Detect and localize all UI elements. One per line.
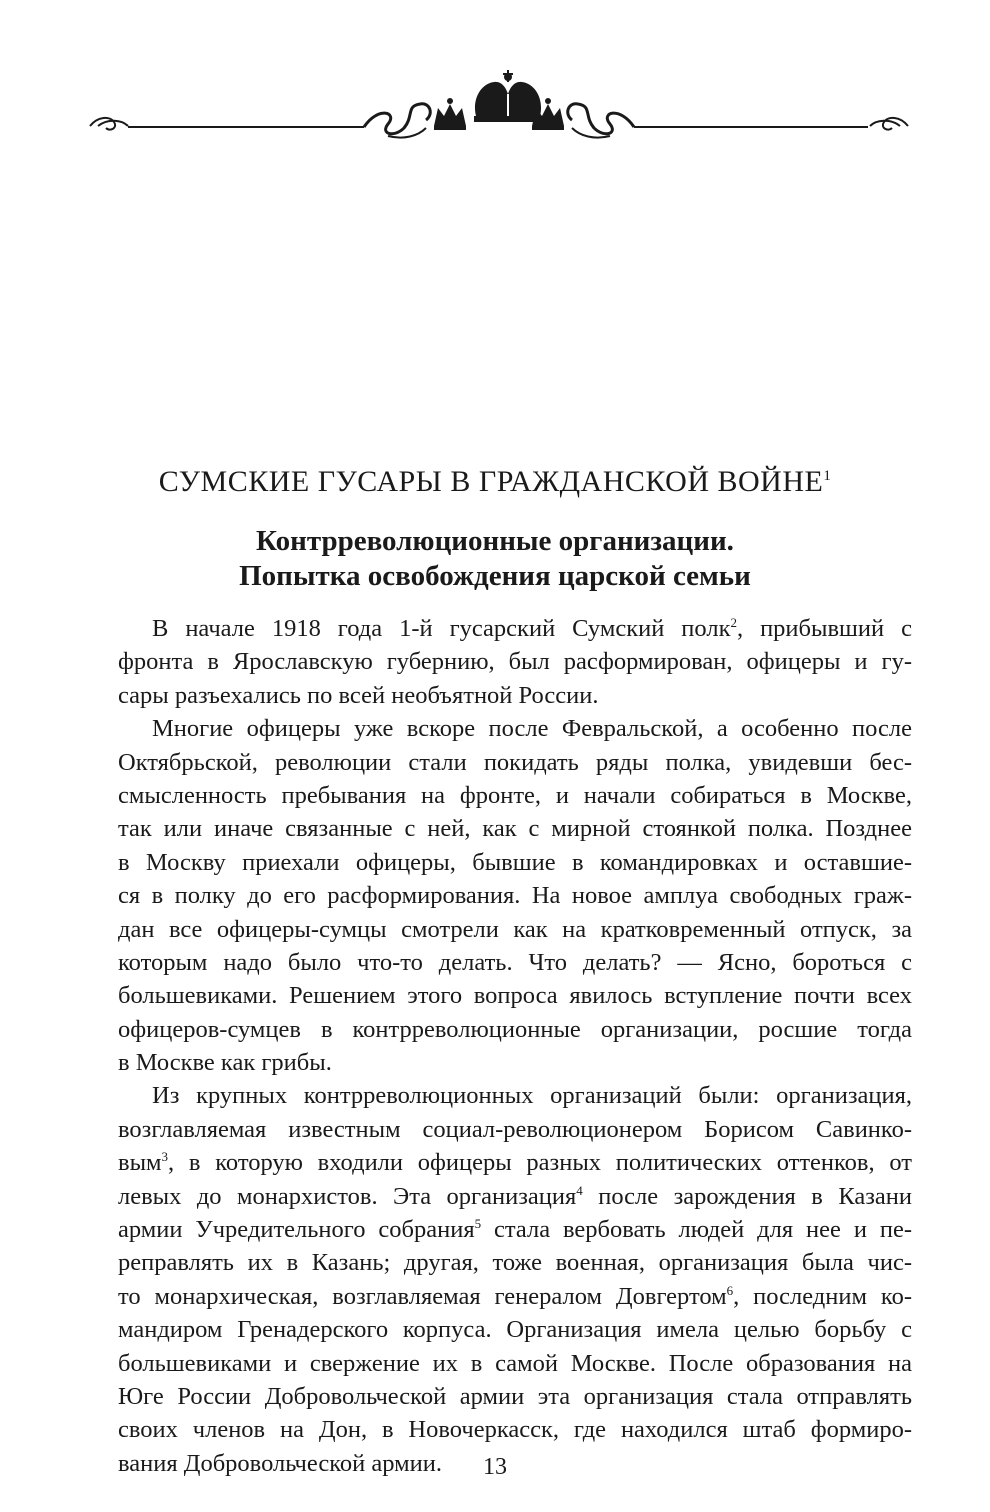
text-line <box>118 1280 912 1313</box>
chapter-title-text: СУМСКИЕ ГУСАРЫ В ГРАЖДАНСКОЙ ВОЙНЕ <box>158 465 824 498</box>
text-line: большевиками. Решением этого вопроса явилось вступление почти всех <box>118 982 912 1010</box>
text-line: Юге России Добровольческой армии эта организация стала отправлять <box>118 1382 912 1410</box>
section-title <box>0 524 990 594</box>
text-line: большевиками и свержение их в самой Москве. После образования на <box>118 1349 912 1377</box>
text-line: смысленность пребывания на фронте, и начали собираться в Москве, <box>118 781 912 809</box>
text-line: дан все офицеры-сумцы смотрели как на кратковременный отпуск, за <box>118 915 912 943</box>
footnote-mark: 4 <box>576 1182 583 1198</box>
text-line <box>118 1213 912 1246</box>
section-title-line: Контрреволюционные организации. <box>256 525 734 557</box>
text-line <box>118 612 912 645</box>
page-number: 13 <box>483 1454 507 1480</box>
text-line: в Москву приехали офицеры, бывшие в командировках и оставшие- <box>118 848 912 876</box>
footnote-mark: 5 <box>474 1215 482 1231</box>
chapter-title <box>0 462 990 502</box>
text-line: возглавляемая известным социал-революционером Борисом Савинко- <box>118 1115 912 1143</box>
crowns-and-ribbons-ornament <box>88 66 910 146</box>
text-segment: армии Учредительного собрания <box>118 1216 475 1244</box>
text-line: Октябрьской, революции стали покидать ряды полка, увидевши бес- <box>118 748 912 776</box>
footnote-mark: 1 <box>823 468 832 484</box>
text-line: ся в полку до его расформирования. На новое амплуа свободных граж- <box>118 882 912 910</box>
footnote-mark: 2 <box>730 614 737 630</box>
body-text <box>118 612 912 1480</box>
text-line <box>118 1146 912 1179</box>
text-line: которым надо было что-то делать. Что делать? — Ясно, бороться с <box>118 948 912 976</box>
text-line: своих членов на Дон, в Новочеркасск, где находился штаб формиро- <box>118 1416 912 1444</box>
text-segment: после зарождения в Казани <box>582 1182 912 1210</box>
text-line: реправлять их в Казань; другая, тоже военная, организация была чис- <box>118 1249 912 1277</box>
footnote-mark: 6 <box>726 1282 734 1298</box>
footnote-mark: 3 <box>161 1149 169 1165</box>
text-line <box>118 1180 912 1213</box>
text-segment: , последним ко- <box>733 1282 912 1310</box>
text-line: фронта в Ярославскую губернию, был расформирован, офицеры и гу- <box>118 648 912 676</box>
section-title-line: Попытка освобождения царской семьи <box>239 560 751 592</box>
text-segment: вым <box>118 1149 162 1177</box>
text-segment: , прибывший с <box>736 615 912 642</box>
text-line: мандиром Гренадерского корпуса. Организация имела целью борьбу с <box>118 1316 912 1344</box>
text-segment: то монархическая, возглавляемая генералом Довгертом <box>118 1282 727 1310</box>
text-line: Из крупных контрреволюционных организаций были: организация, <box>152 1082 912 1110</box>
text-segment: левых до монархистов. Эта организация <box>118 1182 577 1210</box>
text-line: сары разъехались по всей необъятной России. <box>118 681 599 709</box>
text-line: так или иначе связанные с ней, как с мирной стоянкой полка. Позднее <box>118 815 912 843</box>
text-segment: стала вербовать людей для нее и пе- <box>481 1216 912 1244</box>
text-line: Многие офицеры уже вскоре после Февральской, а особенно после <box>152 715 912 743</box>
text-line: вания Добровольческой армии. <box>118 1449 442 1477</box>
text-line: в Москве как грибы. <box>118 1049 332 1077</box>
text-segment: В начале 1918 года 1-й гусарский Сумский полк <box>152 615 731 642</box>
text-line: офицеров-сумцев в контрреволюционные организации, росшие тогда <box>118 1015 912 1043</box>
text-segment: , в которую входили офицеры разных политических оттенков, от <box>168 1149 912 1177</box>
